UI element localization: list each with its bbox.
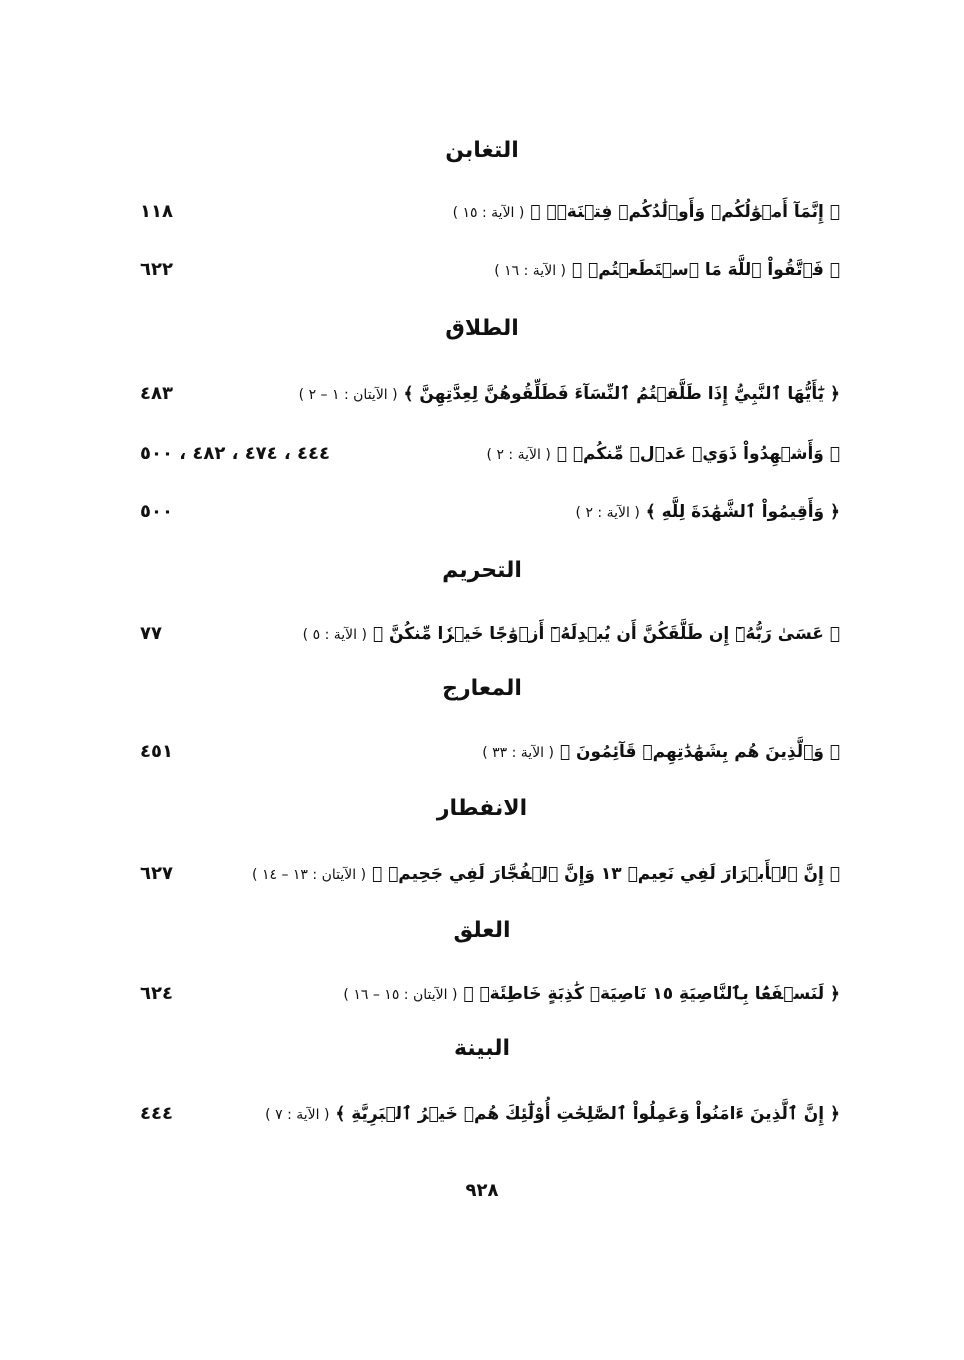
verse-text: ﴿ يَٰٓأَيُّهَا ٱلنَّبِيُّ إِذَا طَلَّقۡتُمُ ٱلنِّسَآءَ فَطَلِّقُوهُنَّ لِعِدَّتِهِنَّ ﴾ ( الآيتان : ١ – ٢ ) <box>298 384 840 404</box>
page-numbers: ٦٢٢ <box>140 259 173 280</box>
page-numbers: ٦٢٤ <box>140 983 173 1004</box>
verse-reference: ( الآية : ٢ ) <box>575 505 640 521</box>
page-numbers: ٤٤٤ <box>140 1103 173 1124</box>
verse-reference: ( الآية : ١٦ ) <box>494 263 566 279</box>
verse-text: ﴿ وَأَشۡهِدُواْ ذَوَيۡ عَدۡلٖ مِّنكُمۡ ﴾ ( الآية : ٢ ) <box>486 444 840 464</box>
verse-text: ﴿ لَنَسۡفَعَۢا بِٱلنَّاصِيَةِ ١٥ نَاصِيَةٖ كَٰذِبَةٍ خَاطِئَةٖ ﴾ ( الآيتان : ١٥ – ١٦ ) <box>343 984 840 1004</box>
page-numbers: ٤٤٤ ، ٤٧٤ ، ٤٨٢ ، ٥٠٠ <box>140 443 330 464</box>
verse-text: ﴿ وَٱلَّذِينَ هُم بِشَهَٰدَٰتِهِمۡ قَآئِمُونَ ﴾ ( الآية : ٣٣ ) <box>482 742 840 762</box>
surah-heading: العلق <box>453 918 511 943</box>
verse-text: ﴿ إِنَّمَآ أَمۡوَٰلُكُمۡ وَأَوۡلَٰدُكُمۡ فِتۡنَةٞۚ ﴾ ( الآية : ١٥ ) <box>452 202 840 222</box>
page-numbers: ٦٢٧ <box>140 863 173 884</box>
surah-heading: التغابن <box>445 138 519 163</box>
verse-reference: ( الآية : ٢ ) <box>486 447 551 463</box>
surah-heading: التحريم <box>442 558 522 583</box>
verse-text: ﴿ إِنَّ ٱلَّذِينَ ءَامَنُواْ وَعَمِلُواْ ٱلصَّٰلِحَٰتِ أُوْلَٰٓئِكَ هُمۡ خَيۡرُ ٱلۡبَرِيَّةِ ﴾ ( الآية : ٧ ) <box>265 1104 840 1124</box>
verse-entry <box>140 614 840 654</box>
verse-entry <box>140 374 840 414</box>
verse-reference: ( الآية : ٥ ) <box>302 627 367 643</box>
verse-entry <box>140 192 840 232</box>
surah-heading: المعارج <box>442 676 522 701</box>
surah-heading: الانفطار <box>436 796 528 821</box>
verse-reference: ( الآية : ٧ ) <box>265 1107 330 1123</box>
page-numbers: ٤٥١ <box>140 741 173 762</box>
page-numbers: ٤٨٣ <box>140 383 173 404</box>
surah-heading: البينة <box>453 1036 511 1061</box>
page-numbers: ٥٠٠ <box>140 501 173 522</box>
verse-entry <box>140 434 840 474</box>
verse-text: ﴿ وَأَقِيمُواْ ٱلشَّهَٰدَةَ لِلَّهِ ﴾ ( الآية : ٢ ) <box>575 502 840 522</box>
verse-entry <box>140 1094 840 1134</box>
verse-entry <box>140 250 840 290</box>
verse-text: ﴿ فَٱتَّقُواْ ٱللَّهَ مَا ٱسۡتَطَعۡتُمۡ ﴾ ( الآية : ١٦ ) <box>494 260 840 280</box>
page-numbers: ١١٨ <box>140 201 173 222</box>
verse-reference: ( الآيتان : ١٥ – ١٦ ) <box>343 987 458 1003</box>
verse-text: ﴿ إِنَّ ٱلۡأَبۡرَارَ لَفِي نَعِيمٖ ١٣ وَإِنَّ ٱلۡفُجَّارَ لَفِي جَحِيمٖ ﴾ ( الآيتان : ١٣ – ١٤ ) <box>252 864 840 884</box>
verse-entry <box>140 492 840 532</box>
verse-reference: ( الآية : ٣٣ ) <box>482 745 554 761</box>
verse-reference: ( الآيتان : ١٣ – ١٤ ) <box>252 867 367 883</box>
surah-heading: الطلاق <box>445 316 519 341</box>
page-numbers: ٧٧ <box>140 623 162 644</box>
verse-entry <box>140 854 840 894</box>
verse-entry <box>140 732 840 772</box>
page-number-footer: ٩٢٨ <box>465 1180 499 1201</box>
verse-entry <box>140 974 840 1014</box>
verse-reference: ( الآيتان : ١ – ٢ ) <box>298 387 398 403</box>
verse-reference: ( الآية : ١٥ ) <box>452 205 525 221</box>
verse-text: ﴿ عَسَىٰ رَبُّهُۥٓ إِن طَلَّقَكُنَّ أَن يُبۡدِلَهُۥٓ أَزۡوَٰجًا خَيۡرٗا مِّنكُنَّ ﴾ ( الآية : ٥ ) <box>302 624 840 644</box>
